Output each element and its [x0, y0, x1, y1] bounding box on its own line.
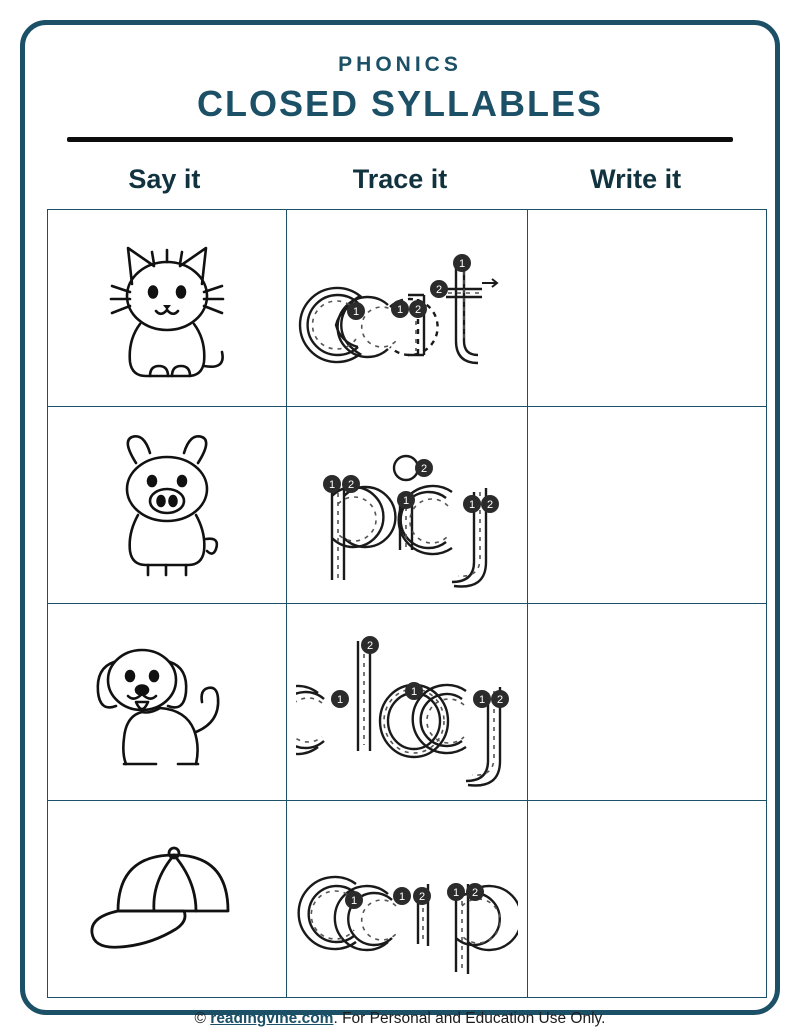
trace-cell-cat: [287, 210, 528, 407]
svg-text:2: 2: [471, 887, 479, 899]
picture-cell-dog: [48, 604, 287, 801]
trace-word-cat: [296, 223, 518, 393]
svg-text:1: 1: [336, 694, 344, 706]
trace-cell-cap: [287, 801, 528, 998]
svg-text:2: 2: [496, 694, 504, 706]
page-title: CLOSED SYLLABLES: [196, 83, 604, 124]
trace-word-pig: [296, 420, 518, 590]
trace-cell-dog: [287, 604, 528, 801]
write-cell-cat[interactable]: [528, 210, 767, 407]
svg-text:2: 2: [486, 499, 494, 511]
svg-text:1: 1: [410, 686, 418, 698]
svg-text:1: 1: [396, 304, 404, 316]
column-header-say-it: Say it: [128, 164, 201, 194]
svg-text:1: 1: [328, 479, 336, 491]
table-row: [48, 210, 767, 407]
dog-illustration: [82, 622, 252, 782]
picture-cell-cap: [48, 801, 287, 998]
svg-text:1: 1: [468, 499, 476, 511]
write-cell-pig[interactable]: [528, 407, 767, 604]
column-header-write-it: Write it: [590, 164, 682, 194]
table-row: [48, 801, 767, 998]
picture-cell-pig: [48, 407, 287, 604]
svg-text:1: 1: [352, 306, 360, 318]
title-divider: [67, 137, 733, 142]
worksheet-grid: [47, 209, 767, 998]
trace-word-dog: [296, 617, 518, 787]
picture-cell-cat: [48, 210, 287, 407]
trace-word-cap: [296, 814, 518, 984]
svg-text:1: 1: [458, 258, 466, 270]
table-row: [48, 604, 767, 801]
svg-text:1: 1: [398, 891, 406, 903]
column-headers: [47, 148, 753, 209]
brand-link[interactable]: readingvine.com: [210, 1010, 334, 1027]
cat-illustration: [92, 226, 242, 391]
svg-text:1: 1: [452, 887, 460, 899]
svg-text:2: 2: [435, 284, 443, 296]
svg-text:2: 2: [420, 463, 428, 475]
svg-text:2: 2: [414, 304, 422, 316]
column-header-trace-it: Trace it: [352, 164, 448, 194]
title-block: [47, 47, 753, 142]
cap-illustration: [82, 829, 252, 969]
svg-text:2: 2: [347, 479, 355, 491]
svg-text:1: 1: [478, 694, 486, 706]
write-cell-cap[interactable]: [528, 801, 767, 998]
trace-cell-pig: [287, 407, 528, 604]
pig-illustration: [92, 423, 242, 588]
write-cell-dog[interactable]: [528, 604, 767, 801]
worksheet-sheet: [20, 20, 780, 1027]
svg-text:1: 1: [402, 495, 410, 507]
svg-text:2: 2: [418, 891, 426, 903]
footer: [47, 998, 753, 1034]
table-row: [48, 407, 767, 604]
footer-text: . For Personal and Education Use Only.: [333, 1010, 606, 1027]
svg-text:2: 2: [366, 640, 374, 652]
svg-text:1: 1: [350, 895, 358, 907]
worksheet-kicker: PHONICS: [338, 53, 462, 76]
copyright-symbol: ©: [194, 1010, 206, 1027]
